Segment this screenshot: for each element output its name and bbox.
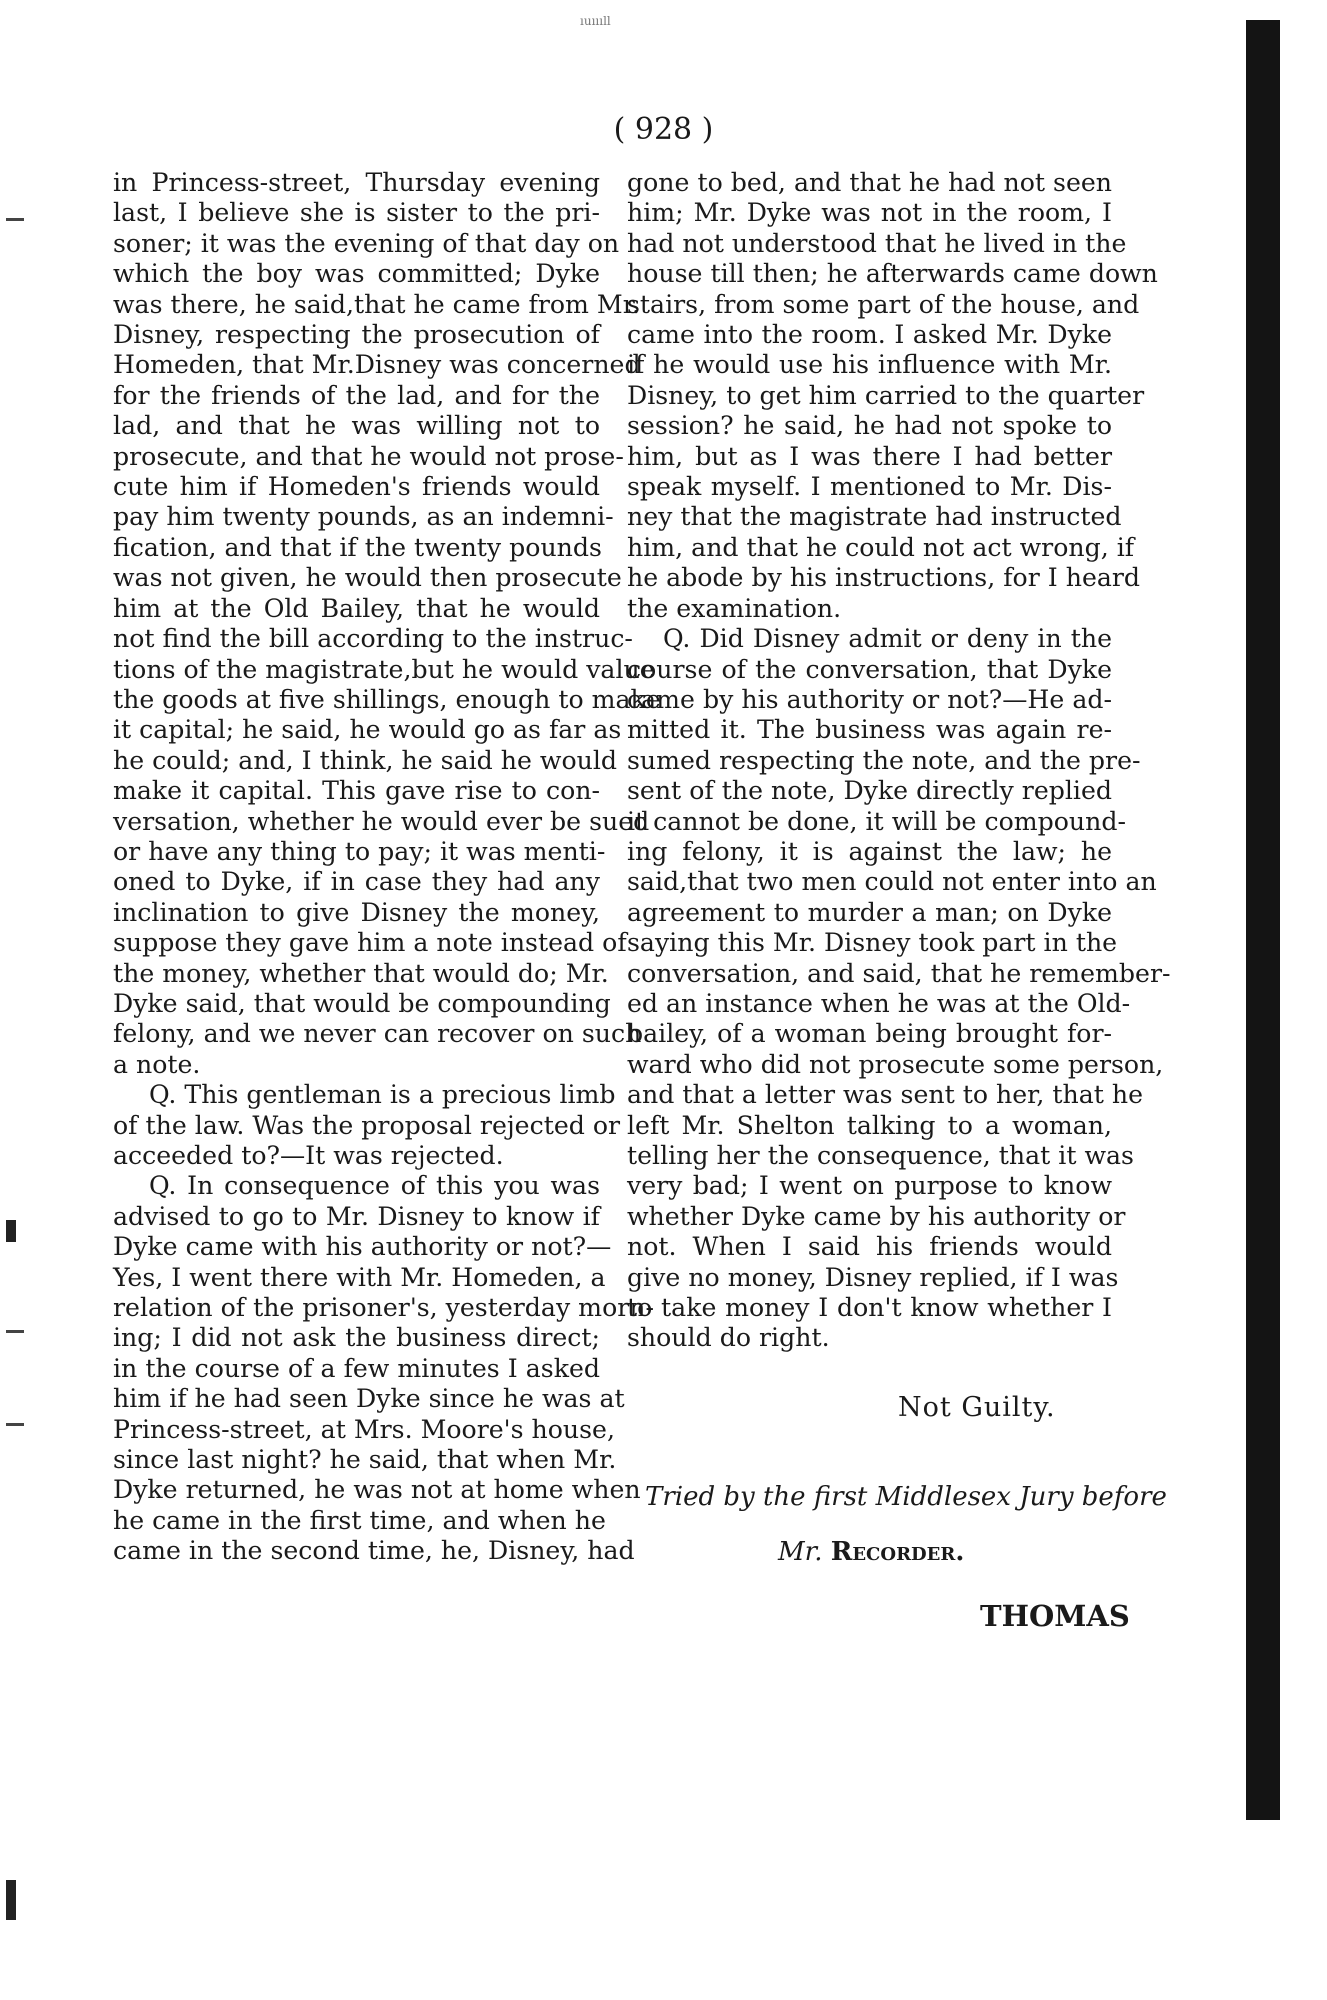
text-line: not find the bill according to the instruc- bbox=[113, 624, 633, 654]
margin-mark bbox=[6, 1880, 16, 1920]
text-line: pay him twenty pounds, as an indemni- bbox=[113, 502, 614, 532]
text-line: give no money, Disney replied, if I was bbox=[627, 1262, 1119, 1292]
text-line: sent of the note, Dyke directly replied bbox=[627, 776, 1112, 806]
text-line: a note. bbox=[113, 1049, 201, 1079]
text-line: if he would use his influence with Mr. bbox=[627, 350, 1112, 380]
text-line: which the boy was committed; Dyke bbox=[113, 259, 600, 289]
text-line: came by his authority or not?—He ad- bbox=[627, 684, 1112, 714]
text-line: came into the room. I asked Mr. Dyke bbox=[627, 320, 1112, 350]
text-line: him, but as I was there I had better bbox=[627, 441, 1112, 471]
text-line: to take money I don't know whether I bbox=[627, 1293, 1112, 1323]
text-line: gone to bed, and that he had not seen bbox=[627, 168, 1112, 197]
text-line: he came in the first time, and when he bbox=[113, 1505, 606, 1535]
text-line: came in the second time, he, Disney, had bbox=[113, 1536, 635, 1566]
text-line: for the friends of the lad, and for the bbox=[113, 380, 600, 410]
text-line: lad, and that he was willing not to bbox=[113, 411, 600, 441]
text-line: Homeden, that Mr.Disney was concerned bbox=[113, 350, 641, 380]
trial-note-judge: Recorder. bbox=[830, 1537, 965, 1567]
text-line: suppose they gave him a note instead of bbox=[113, 928, 627, 958]
page-number: ( 928 ) bbox=[613, 112, 714, 147]
text-line: him, and that he could not act wrong, if bbox=[627, 532, 1135, 562]
text-line: house till then; he afterwards came down bbox=[627, 259, 1158, 289]
text-line: agreement to murder a man; on Dyke bbox=[627, 897, 1112, 927]
text-line: the examination. bbox=[627, 593, 842, 623]
text-line: had not understood that he lived in the bbox=[627, 228, 1127, 258]
top-scan-mark: ıuıııll bbox=[580, 14, 611, 28]
left-column bbox=[113, 168, 661, 1567]
text-line: Dyke came with his authority or not?— bbox=[113, 1232, 612, 1262]
text-line: in Princess-street, Thursday evening bbox=[113, 168, 600, 197]
text-line: it capital; he said, he would go as far as bbox=[113, 715, 622, 745]
text-line: Q. Did Disney admit or deny in the bbox=[663, 624, 1112, 654]
text-line: acceeded to?—It was rejected. bbox=[113, 1141, 504, 1170]
text-line: whether Dyke came by his authority or bbox=[627, 1201, 1126, 1231]
text-line: the money, whether that would do; Mr. bbox=[113, 958, 609, 988]
catchword: THOMAS bbox=[980, 1599, 1130, 1633]
text-line: mitted it. The business was again re- bbox=[627, 715, 1112, 745]
text-line: sumed respecting the note, and the pre- bbox=[627, 745, 1141, 775]
text-line: Dyke said, that would be compounding bbox=[113, 988, 611, 1018]
trial-note-line-1: Tried by the first Middlesex Jury before bbox=[645, 1482, 1167, 1512]
text-line: Q. In consequence of this you was bbox=[149, 1171, 600, 1201]
text-line: oned to Dyke, if in case they had any bbox=[113, 867, 600, 897]
text-line: it cannot be done, it will be compound- bbox=[627, 806, 1126, 836]
text-line: the goods at five shillings, enough to make bbox=[113, 684, 661, 714]
text-line: ed an instance when he was at the Old- bbox=[627, 988, 1131, 1018]
text-line: ing; I did not ask the business direct; bbox=[113, 1323, 600, 1353]
text-line: Disney, to get him carried to the quarter bbox=[627, 380, 1145, 410]
text-line: he abode by his instructions, for I heard bbox=[627, 563, 1141, 593]
text-line: conversation, and said, that he remember- bbox=[627, 958, 1171, 988]
text-line: him if he had seen Dyke since he was at bbox=[113, 1384, 625, 1414]
text-line: prosecute, and that he would not prose- bbox=[113, 441, 624, 471]
text-line: him; Mr. Dyke was not in the room, I bbox=[627, 198, 1112, 228]
text-line: felony, and we never can recover on such bbox=[113, 1019, 642, 1049]
text-line: advised to go to Mr. Disney to know if bbox=[113, 1201, 600, 1231]
text-line: Dyke returned, he was not at home when bbox=[113, 1475, 641, 1505]
margin-mark bbox=[6, 1330, 24, 1333]
text-line: fication, and that if the twenty pounds bbox=[113, 532, 602, 562]
text-line: speak myself. I mentioned to Mr. Dis- bbox=[627, 472, 1112, 502]
text-line: Disney, respecting the prosecution of bbox=[113, 320, 600, 350]
text-line: Q. This gentleman is a precious limb bbox=[149, 1080, 616, 1110]
text-line: stairs, from some part of the house, and bbox=[627, 289, 1140, 319]
trial-note-line-2 bbox=[778, 1537, 964, 1567]
text-line: tions of the magistrate,but he would value bbox=[113, 654, 655, 684]
text-line: very bad; I went on purpose to know bbox=[627, 1171, 1112, 1201]
margin-mark bbox=[6, 1220, 16, 1242]
margin-mark bbox=[6, 218, 24, 221]
text-line: ward who did not prosecute some person, bbox=[627, 1049, 1164, 1079]
trial-note-title: Mr. bbox=[778, 1537, 831, 1567]
text-line: and that a letter was sent to her, that he bbox=[627, 1080, 1144, 1110]
verdict: Not Guilty. bbox=[898, 1392, 1056, 1423]
right-column bbox=[627, 168, 1171, 1354]
text-line: him at the Old Bailey, that he would bbox=[113, 593, 600, 623]
text-line: not. When I said his friends would bbox=[627, 1232, 1112, 1262]
text-line: course of the conversation, that Dyke bbox=[627, 654, 1112, 684]
text-line: left Mr. Shelton talking to a woman, bbox=[627, 1110, 1112, 1140]
text-line: relation of the prisoner's, yesterday morn- bbox=[113, 1293, 655, 1323]
text-line: said,that two men could not enter into an bbox=[627, 867, 1157, 897]
text-line: of the law. Was the proposal rejected or bbox=[113, 1110, 621, 1140]
margin-mark bbox=[6, 1423, 24, 1426]
text-line: telling her the consequence, that it was bbox=[627, 1141, 1134, 1170]
text-line: was not given, he would then prosecute bbox=[113, 563, 622, 593]
text-line: session? he said, he had not spoke to bbox=[627, 411, 1112, 441]
text-line: saying this Mr. Disney took part in the bbox=[627, 928, 1118, 958]
text-line: versation, whether he would ever be sued bbox=[113, 806, 650, 836]
text-line: ing felony, it is against the law; he bbox=[627, 836, 1112, 866]
text-line: Yes, I went there with Mr. Homeden, a bbox=[113, 1262, 606, 1292]
text-line: cute him if Homeden's friends would bbox=[113, 472, 600, 502]
text-line: or have any thing to pay; it was menti- bbox=[113, 836, 606, 866]
text-line: since last night? he said, that when Mr. bbox=[113, 1445, 617, 1475]
text-line: bailey, of a woman being brought for- bbox=[627, 1019, 1112, 1049]
text-line: should do right. bbox=[627, 1323, 830, 1353]
text-line: he could; and, I think, he said he would bbox=[113, 745, 618, 775]
page-edge-bar bbox=[1246, 20, 1280, 1820]
text-line: inclination to give Disney the money, bbox=[113, 897, 600, 927]
text-line: soner; it was the evening of that day on bbox=[113, 228, 620, 258]
text-line: Princess-street, at Mrs. Moore's house, bbox=[113, 1414, 615, 1444]
text-line: was there, he said,that he came from Mr. bbox=[113, 289, 641, 319]
text-line: make it capital. This gave rise to con- bbox=[113, 776, 600, 806]
text-line: in the course of a few minutes I asked bbox=[113, 1353, 600, 1383]
text-line: last, I believe she is sister to the pri- bbox=[113, 198, 600, 228]
text-line: ney that the magistrate had instructed bbox=[627, 502, 1122, 532]
